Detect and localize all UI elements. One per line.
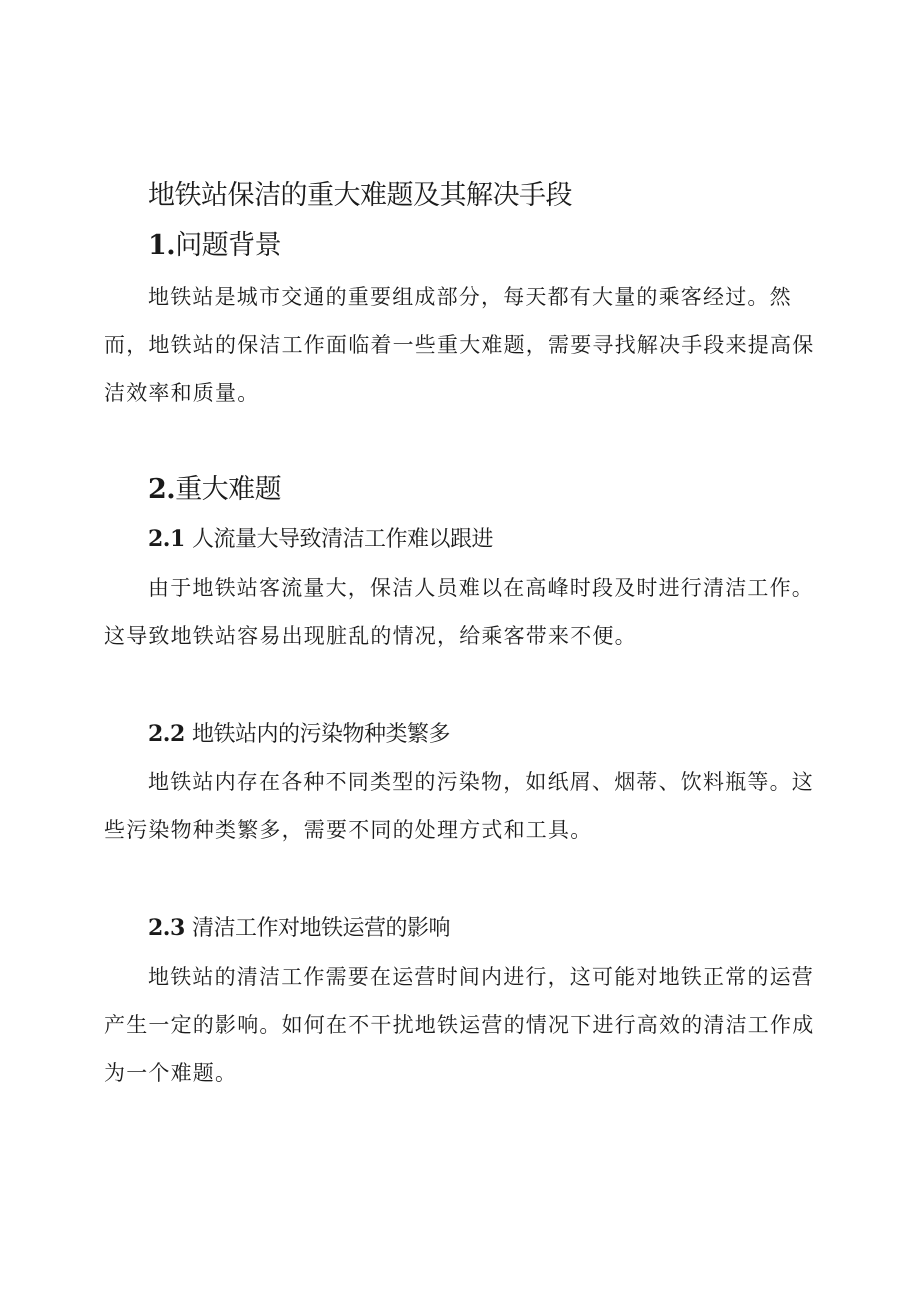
subsection-heading-text: 人流量大导致清洁工作难以跟进 [192, 527, 494, 552]
subsection-heading-2-3 [148, 911, 450, 946]
section-number: 1. [148, 230, 176, 261]
section-heading-text: 问题背景 [175, 230, 282, 261]
subsection-number: 2.2 [148, 721, 185, 747]
subsection-number: 2.3 [148, 915, 185, 941]
section-heading-text: 重大难题 [175, 474, 282, 505]
document-title: 地铁站保洁的重大难题及其解决手段 [148, 180, 572, 211]
subsection-heading-text: 地铁站内的污染物种类繁多 [192, 722, 451, 747]
paragraph-background: 地铁站是城市交通的重要组成部分，每天都有大量的乘客经过。然而，地铁站的保洁工作面临着一些重大难题，需要寻找解决手段来提高保洁效率和质量。 [104, 285, 815, 405]
subsection-heading-text: 清洁工作对地铁运营的影响 [192, 916, 451, 941]
paragraph-2-3: 地铁站的清洁工作需要在运营时间内进行，这可能对地铁正常的运营产生一定的影响。如何在不干扰地铁运营的情况下进行高效的清洁工作成为一个难题。 [104, 965, 815, 1085]
section-heading-difficulties [148, 470, 281, 510]
section-number: 2. [148, 474, 176, 505]
section-heading-background [148, 226, 281, 266]
subsection-heading-2-1 [148, 522, 493, 557]
subsection-number: 2.1 [148, 526, 185, 552]
paragraph-2-1: 由于地铁站客流量大，保洁人员难以在高峰时段及时进行清洁工作。这导致地铁站容易出现脏乱的情况，给乘客带来不便。 [104, 576, 814, 648]
subsection-heading-2-2 [148, 717, 450, 752]
paragraph-2-2: 地铁站内存在各种不同类型的污染物，如纸屑、烟蒂、饮料瓶等。这些污染物种类繁多，需要不同的处理方式和工具。 [104, 770, 814, 842]
